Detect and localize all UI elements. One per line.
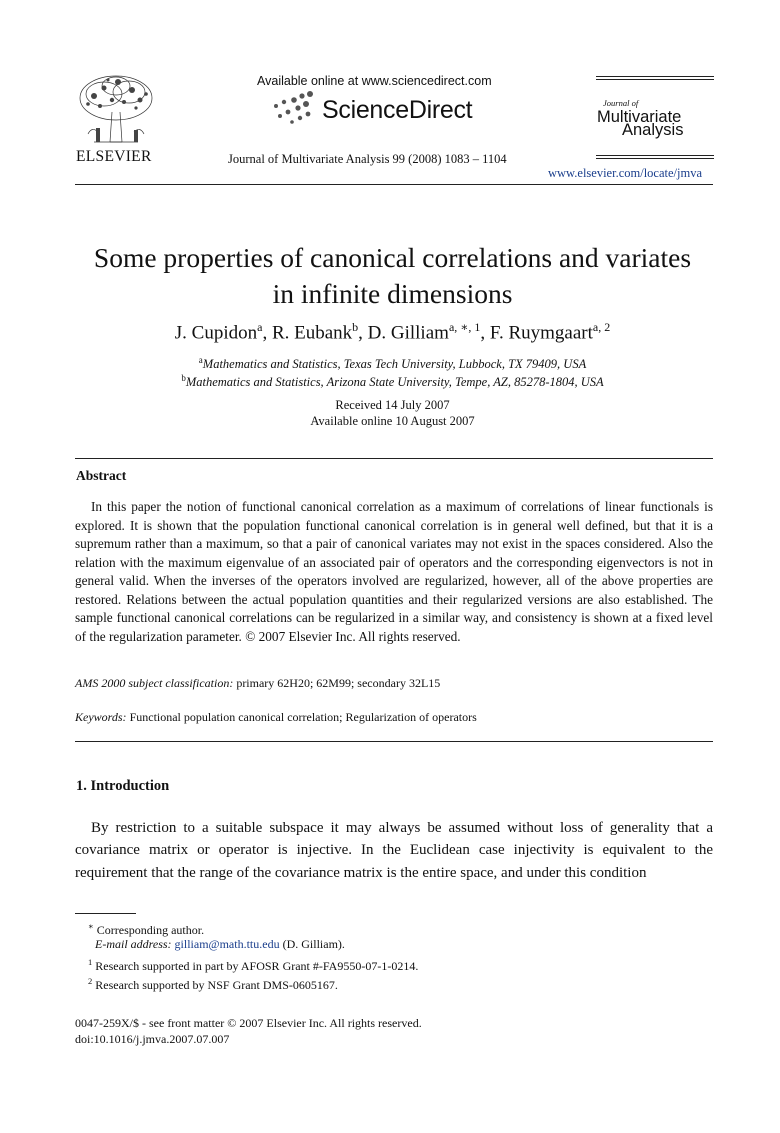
footnote-2 (88, 976, 338, 993)
footnote-corresponding-author (88, 921, 204, 938)
footnote-text: Research supported by NSF Grant DMS-0605167. (92, 978, 338, 992)
affiliation-a (40, 355, 745, 372)
issn-line: 0047-259X/$ - see front matter © 2007 Elsevier Inc. All rights reserved. (75, 1016, 422, 1030)
footnote-mark: 2 (88, 976, 93, 986)
keywords-value: Functional population canonical correlation; Regularization of operators (126, 710, 477, 724)
author-list (40, 320, 745, 344)
footnote-text: Research supported in part by AFOSR Grant #-FA9550-07-1-0214. (92, 959, 419, 973)
received-date: Received 14 July 2007 (335, 398, 450, 412)
jmva-logo-rule (596, 76, 714, 77)
author-affiliation-mark: b (352, 320, 359, 334)
publisher-name: ELSEVIER (76, 148, 152, 165)
sciencedirect-dots-icon (270, 90, 318, 126)
footnote-1 (88, 957, 418, 974)
affiliation-text: Mathematics and Statistics, Texas Tech University, Lubbock, TX 79409, USA (202, 357, 587, 372)
journal-url-link[interactable]: www.elsevier.com/locate/jmva (548, 166, 702, 180)
author-name: J. Cupidon (174, 322, 258, 344)
jmva-logo-rule (596, 155, 714, 156)
affiliation-mark: a (198, 355, 203, 365)
jmva-logo-rule (596, 79, 714, 80)
affiliation-mark: b (181, 373, 186, 383)
ams-classification (75, 676, 713, 691)
email-link[interactable]: gilliam@math.ttu.edu (174, 937, 280, 951)
abstract-top-divider (75, 458, 713, 459)
author-separator: , (480, 322, 490, 344)
email-suffix: (D. Gilliam). (279, 937, 345, 951)
footnote-email (95, 937, 345, 952)
jmva-logo-line2: Analysis (622, 121, 684, 139)
sciencedirect-wordmark: ScienceDirect (322, 96, 473, 124)
jmva-logo-line1: Multivariate (597, 108, 682, 126)
email-label: E-mail address: (95, 937, 172, 951)
jmva-logo-small: Journal of (603, 98, 639, 108)
header-divider (75, 184, 713, 185)
title-line-2: in infinite dimensions (272, 278, 513, 309)
article-title (40, 240, 745, 312)
available-online-text: Available online at www.sciencedirect.com (257, 74, 492, 88)
abstract-bottom-divider (75, 741, 713, 742)
footnote-text: Corresponding author. (93, 923, 205, 937)
author-affiliation-mark: a (257, 320, 263, 334)
footnote-mark: 1 (88, 957, 93, 967)
keywords-label: Keywords: (75, 710, 127, 724)
ams-label: AMS 2000 subject classification: (75, 676, 234, 690)
author-name: F. Ruymgaart (489, 322, 593, 344)
available-online-date: Available online 10 August 2007 (310, 414, 475, 428)
affiliation-text: Mathematics and Statistics, Arizona State University, Tempe, AZ, 85278-1804, USA (185, 375, 604, 390)
author-affiliation-mark: a, 2 (592, 320, 611, 334)
ams-value: primary 62H20; 62M99; secondary 32L15 (233, 676, 441, 690)
jmva-logo-rule (596, 158, 714, 159)
keywords (75, 710, 713, 725)
abstract-body: In this paper the notion of functional canonical correlation as a maximum of correlations of linear functionals is explored. It is shown that the population functional canonical correlation is in general well defined, but that it is a supremum rather than a maximum, so that a pair of canonical variates may not exist in the spaces considered. Also the relation with the maximum eigenvalue of an associated pair of operators and the corresponding eigenvectors is not in general valid. When the inverses of the operators involved are regularized, however, all of the above properties are restored. Relations between the actual population quantities and their regularized versions are also established. The sample functional canonical correlations can be regularized in a similar way, and consistency is shown at a fixed level of the regularization parameter. © 2007 Elsevier Inc. All rights reserved. (75, 499, 713, 644)
section-heading-introduction: 1. Introduction (76, 778, 170, 794)
author-name: D. Gilliam (367, 322, 449, 344)
author-affiliation-mark: a, ∗, 1 (448, 320, 481, 334)
author-separator: , (262, 322, 272, 344)
affiliation-b (40, 373, 745, 390)
introduction-body: By restriction to a suitable subspace it may always be assumed without loss of generality that a covariance matrix or operator is injective. In the Euclidean case injectivity is equivalent to the requirement that the range of the covariance matrix is the entire space, and under this condition (75, 820, 713, 881)
author-name: R. Eubank (271, 322, 353, 344)
title-line-1: Some properties of canonical correlations and variates (93, 242, 692, 273)
journal-reference: Journal of Multivariate Analysis 99 (2008) 1083 – 1104 (228, 152, 507, 166)
abstract-heading: Abstract (76, 468, 127, 483)
author-separator: , (358, 322, 368, 344)
doi-line: doi:10.1016/j.jmva.2007.07.007 (75, 1032, 230, 1046)
footnote-mark: ∗ (88, 921, 94, 931)
footnote-divider (75, 913, 136, 914)
